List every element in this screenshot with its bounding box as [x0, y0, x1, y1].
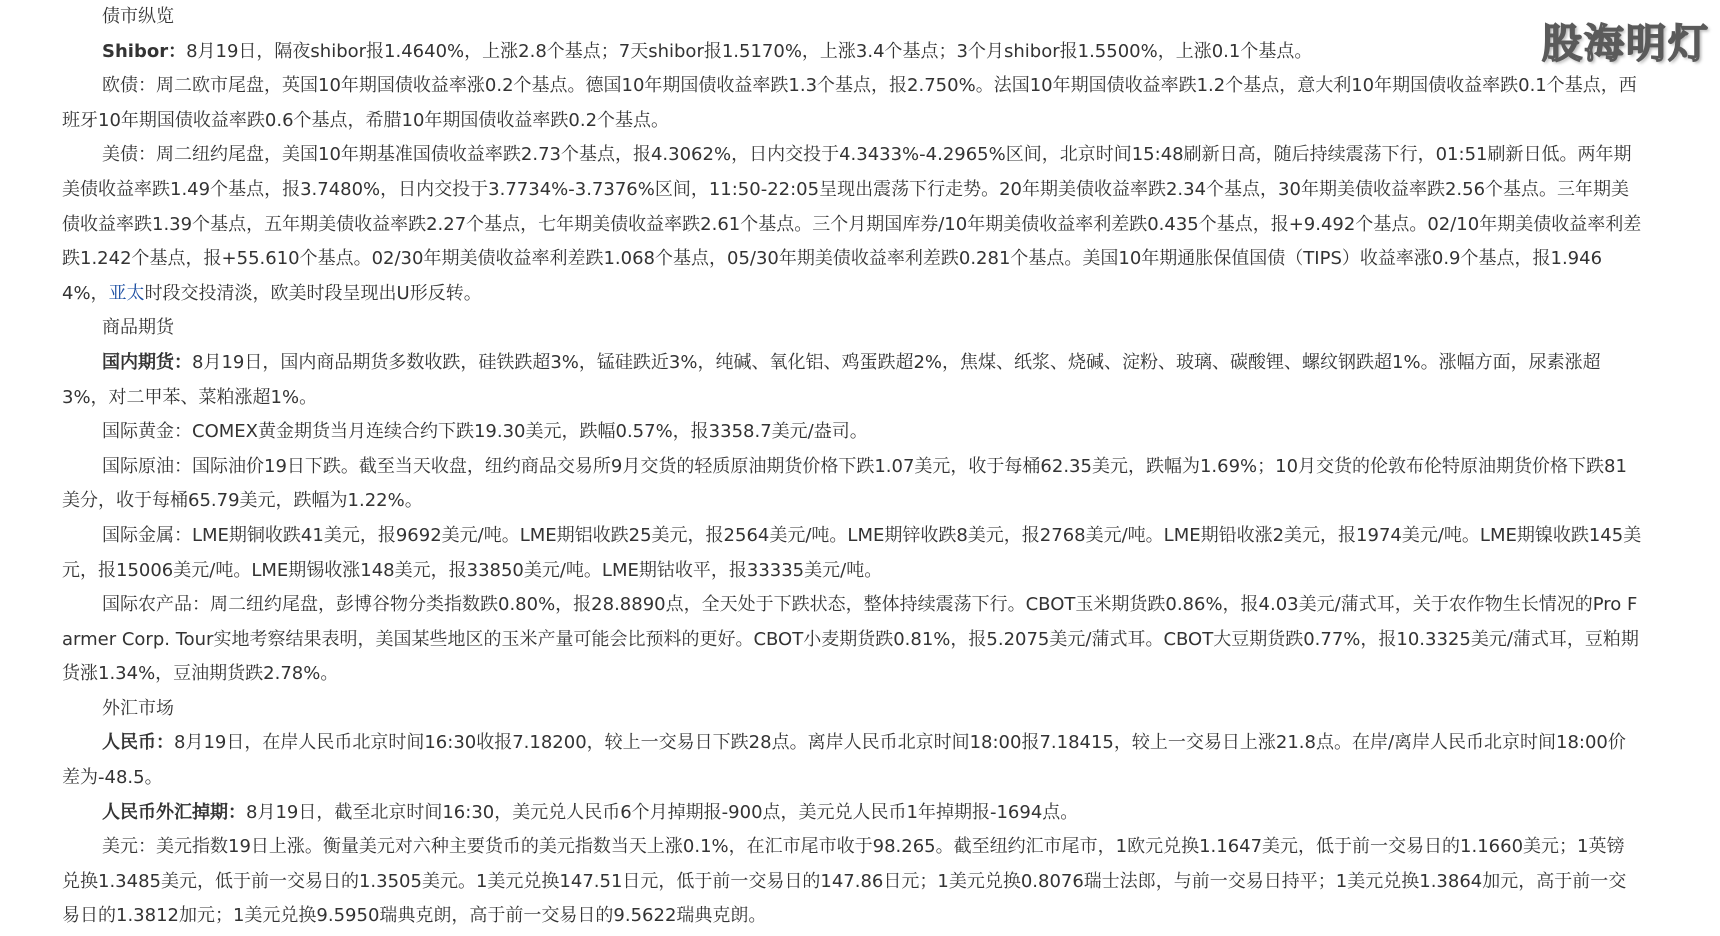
paragraph-domestic-futures [62, 346, 1642, 415]
paragraph-euro-bonds: 欧债：周二欧市尾盘，英国10年期国债收益率涨0.2个基点。德国10年期国债收益率跌1.3个基点，报2.750%。法国10年期国债收益率跌1.2个基点，意大利10年期国债收益率跌0.1个基点，西班牙10年期国债收益率跌0.6个基点，希腊10年期国债收益率跌0.2个基点。 [62, 75, 1637, 131]
paragraph-us-bonds [62, 138, 1642, 311]
paragraph-usd: 美元：美元指数19日上涨。衡量美元对六种主要货币的美元指数当天上涨0.1%，在汇市尾市收于98.265。截至纽约汇市尾市，1欧元兑换1.1647美元，低于前一交易日的1.1660美元；1英镑兑换1.3485美元，低于前一交易日的1.3505美元。1美元兑换147.51日元，低于前一交易日的147.86日元；1美元兑换0.8076瑞士法郎，与前一交易日持平；1美元兑换1.3864加元，高于前一交易日的1.3812加元；1美元兑换9.5950瑞典克朗，高于前一交易日的9.5622瑞典克朗。 [62, 836, 1627, 927]
section-title-commodity: 商品期货 [102, 317, 174, 339]
section-title-bond: 债市纵览 [102, 6, 174, 27]
domestic-futures-text: 8月19日，国内商品期货多数收跌，硅铁跌超3%，锰硅跌近3%，纯碱、氧化铝、鸡蛋跌超2%，焦煤、纸浆、烧碱、淀粉、玻璃、碳酸锂、螺纹钢跌超1%。涨幅方面，尿素涨超3%，对二甲苯、菜粕涨超1%。 [62, 351, 1601, 408]
rmb-swap-lead: 人民币外汇掉期： [102, 801, 246, 823]
shibor-text: 8月19日，隔夜shibor报1.4640%，上涨2.8个基点；7天shibor报1.5170%，上涨3.4个基点；3个月shibor报1.5500%，上涨0.1个基点。 [186, 40, 1313, 62]
paragraph-agriculture: 国际农产品：周二纽约尾盘，彭博谷物分类指数跌0.80%，报28.8890点，全天处于下跌状态，整体持续震荡下行。CBOT玉米期货跌0.86%，报4.03美元/蒲式耳，关于农作物生长情况的Pro Farmer Corp. Tour实地考察结果表明，美国某些地区的玉米产量可能会比预料的更好。CBOT小麦期货跌0.81%，报5.2075美元/蒲式耳。CBOT大豆期货跌0.77%，报10.3325美元/蒲式耳，豆粕期货涨1.34%，豆油期货跌2.78%。 [62, 594, 1639, 685]
watermark-logo: 股海明灯 [1542, 21, 1710, 67]
paragraph-gold: 国际黄金：COMEX黄金期货当月连续合约下跌19.30美元，跌幅0.57%，报3358.7美元/盎司。 [102, 421, 868, 443]
shibor-lead: Shibor： [102, 40, 187, 62]
domestic-futures-lead: 国内期货： [102, 351, 192, 373]
rmb-text: 8月19日，在岸人民币北京时间16:30收报7.18200，较上一交易日下跌28点。离岸人民币北京时间18:00报7.18415，较上一交易日上涨21.8点。在岸/离岸人民币北京时间18:00价差为-48.5。 [62, 732, 1626, 789]
us-bonds-text-end: 时段交投清淡，欧美时段呈现出U形反转。 [144, 282, 482, 304]
paragraph-rmb-swap [62, 796, 1642, 831]
paragraph-shibor [62, 35, 1642, 70]
rmb-swap-text: 8月19日，截至北京时间16:30，美元兑人民币6个月掉期报-900点，美元兑人民币1年掉期报-1694点。 [246, 801, 1079, 823]
paragraph-metals: 国际金属：LME期铜收跌41美元，报9692美元/吨。LME期铝收跌25美元，报2564美元/吨。LME期锌收跌8美元，报2768美元/吨。LME期铅收涨2美元，报1974美元/吨。LME期镍收跌145美元，报15006美元/吨。LME期锡收涨148美元，报33850美元/吨。LME期钴收平，报33335美元/吨。 [62, 524, 1642, 581]
us-bonds-text: 美债：周二纽约尾盘，美国10年期基准国债收益率跌2.73个基点，报4.3062%，日内交投于4.3433%-4.2965%区间，北京时间15:48刷新日高，随后持续震荡下行，01:51刷新日低。两年期美债收益率跌1.49个基点，报3.7480%，日内交投于3.7734%-3.7376%区间，11:50-22:05呈现出震荡下行走势。20年期美债收益率跌2.34个基点，30年期美债收益率跌2.56个基点。三年期美债收益率跌1.39个基点，五年期美债收益率跌2.27个基点，七年期美债收益率跌2.61个基点。三个月期国库券/10年期美债收益率利差跌0.435个基点，报+9.492个基点。02/10年期美债收益率利差跌1.242个基点，报+55.610个基点。02/30年期美债收益率利差跌1.068个基点，05/30年期美债收益率利差跌0.281个基点。美国10年期通胀保值国债（TIPS）收益率涨0.9个基点，报1.9464%， [62, 144, 1642, 304]
asia-pacific-link[interactable]: 亚太 [108, 282, 145, 304]
article-body [62, 0, 1642, 934]
paragraph-rmb [62, 726, 1642, 795]
paragraph-oil: 国际原油：国际油价19日下跌。截至当天收盘，纽约商品交易所9月交货的轻质原油期货价格下跌1.07美元，收于每桶62.35美元，跌幅为1.69%；10月交货的伦敦布伦特原油期货价格下跌81美分，收于每桶65.79美元，跌幅为1.22%。 [62, 455, 1627, 512]
rmb-lead: 人民币： [102, 732, 174, 754]
section-title-fx: 外汇市场 [102, 697, 174, 719]
